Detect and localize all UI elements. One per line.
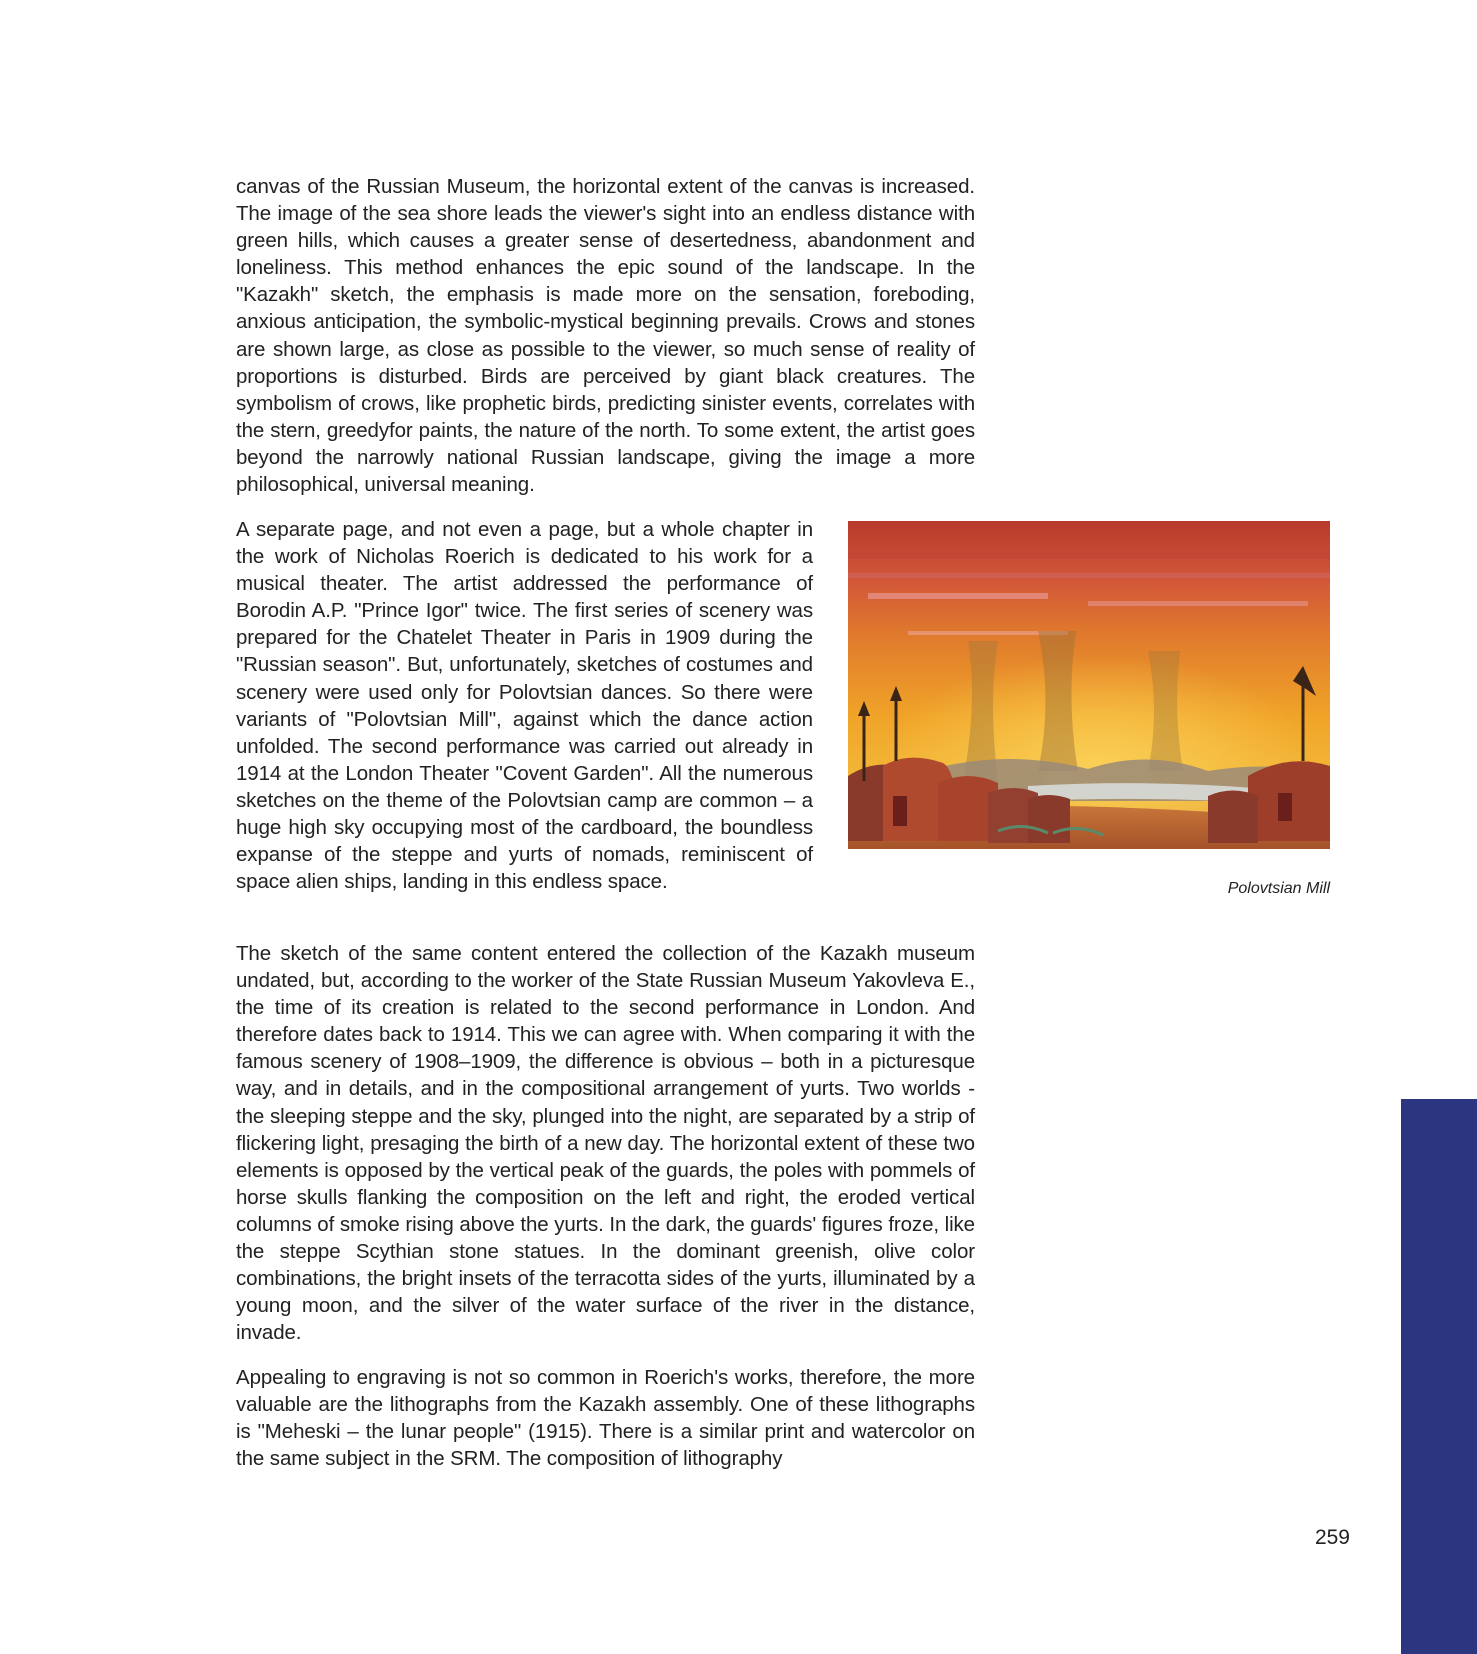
body-paragraph-1: canvas of the Russian Museum, the horizontal extent of the canvas is increased. The image of the sea shore leads the viewer's sight into an endless distance with green hills, which causes a greater sense of desertedness, abandonment and loneliness. This method enhances the epic sound of the landscape. In the "Kazakh" sketch, the emphasis is made more on the sensation, foreboding, anxious anticipation, the symbolic-mystical beginning prevails. Crows and stones are shown large, as close as possible to the viewer, so much sense of reality of proportions is disturbed. Birds are perceived by giant black creatures. The symbolism of crows, like prophetic birds, predicting sinister events, correlates with the stern, greedyfor paints, the nature of the north. To some extent, the artist goes beyond the narrowly national Russian landscape, giving the image a more philosophical, universal meaning. xyxy=(236,175,975,497)
body-paragraph-3: The sketch of the same content entered the collection of the Kazakh museum undated, but, according to the worker of the State Russian Museum Yakovleva E., the time of its creation is related to the second performance in London. And therefore dates back to 1914. This we can agree with. When comparing it with the famous scenery of 1908–1909, the difference is obvious – both in a picturesque way, and in details, and in the compositional arrangement of yurts. Two worlds - the sleeping steppe and the sky, plunged into the night, are separated by a strip of flickering light, presaging the birth of a new day. The horizontal extent of these two elements is opposed by the vertical peak of the guards, the poles with pommels of horse skulls flanking the composition on the left and right, the eroded vertical columns of smoke rising above the yurts. In the dark, the guards' figures froze, like the steppe Scythian stone statues. In the dominant greenish, olive color combinations, the bright insets of the terracotta sides of the yurts, illuminated by a young moon, and the silver of the water surface of the river in the distance, invade. xyxy=(236,942,975,1345)
body-paragraph-4: Appealing to engraving is not so common in Roerich's works, therefore, the more valuable are the lithographs from the Kazakh assembly. One of these lithographs is "Meheski – the lunar people" (1915). There is a similar print and watercolor on the same subject in the SRM. The composition of lithography xyxy=(236,1366,975,1471)
chapter-side-tab xyxy=(1401,1099,1477,1654)
figure-caption: Polovtsian Mill xyxy=(1227,880,1330,897)
page-number: 259 xyxy=(1314,1526,1350,1549)
polovtsian-mill-painting xyxy=(848,521,1330,849)
body-paragraph-2: A separate page, and not even a page, but a whole chapter in the work of Nicholas Roerich is dedicated to his work for a musical theater. The artist addressed the performance of Borodin A.P. "Prince Igor" twice. The first series of scenery was prepared for the Chatelet Theater in Paris in 1909 during the "Russian season". But, unfortunately, sketches of costumes and scenery were used only for Polovtsian dances. So there were variants of "Polovtsian Mill", against which the dance action unfolded. The second performance was carried out already in 1914 at the London Theater "Covent Garden". All the numerous sketches on the theme of the Polovtsian camp are common – a huge high sky occupying most of the cardboard, the boundless expanse of the steppe and yurts of nomads, reminiscent of space alien ships, landing in this endless space. xyxy=(236,518,813,894)
